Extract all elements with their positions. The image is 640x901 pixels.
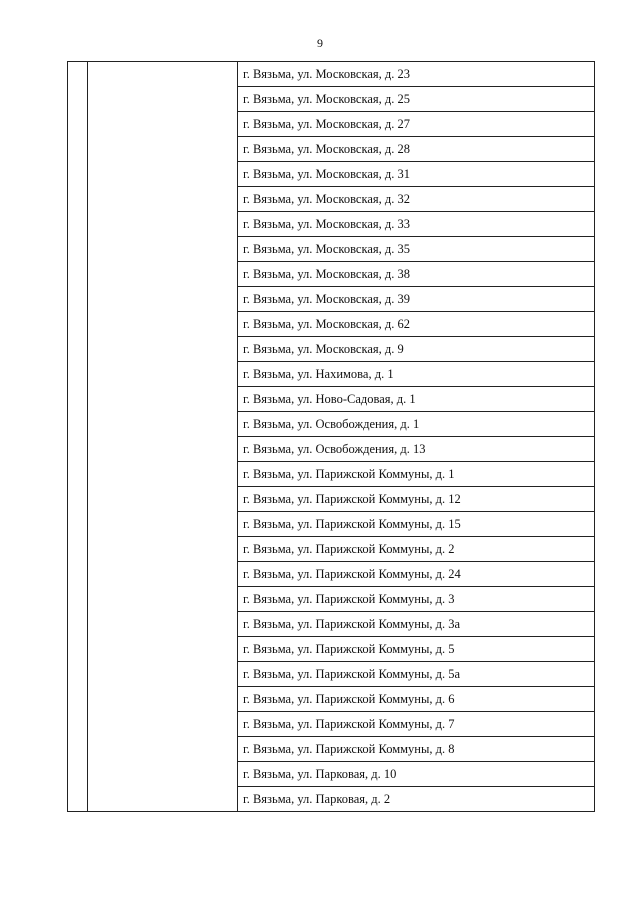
address-cell: г. Вязьма, ул. Московская, д. 28 — [238, 137, 595, 162]
address-cell: г. Вязьма, ул. Нахимова, д. 1 — [238, 362, 595, 387]
address-table-body — [68, 62, 595, 812]
address-cell: г. Вязьма, ул. Парижской Коммуны, д. 3 — [238, 587, 595, 612]
address-cell: г. Вязьма, ул. Московская, д. 25 — [238, 87, 595, 112]
address-cell: г. Вязьма, ул. Московская, д. 38 — [238, 262, 595, 287]
address-cell: г. Вязьма, ул. Освобождения, д. 13 — [238, 437, 595, 462]
address-cell: г. Вязьма, ул. Парковая, д. 2 — [238, 787, 595, 812]
address-cell: г. Вязьма, ул. Парижской Коммуны, д. 12 — [238, 487, 595, 512]
address-cell: г. Вязьма, ул. Ново-Садовая, д. 1 — [238, 387, 595, 412]
address-cell: г. Вязьма, ул. Парижской Коммуны, д. 3а — [238, 612, 595, 637]
address-cell: г. Вязьма, ул. Московская, д. 27 — [238, 112, 595, 137]
address-cell: г. Вязьма, ул. Парковая, д. 10 — [238, 762, 595, 787]
address-cell: г. Вязьма, ул. Парижской Коммуны, д. 8 — [238, 737, 595, 762]
address-cell: г. Вязьма, ул. Парижской Коммуны, д. 5 — [238, 637, 595, 662]
address-cell: г. Вязьма, ул. Парижской Коммуны, д. 15 — [238, 512, 595, 537]
address-cell: г. Вязьма, ул. Московская, д. 23 — [238, 62, 595, 87]
table-row — [68, 62, 595, 87]
address-cell: г. Вязьма, ул. Парижской Коммуны, д. 24 — [238, 562, 595, 587]
address-cell: г. Вязьма, ул. Московская, д. 32 — [238, 187, 595, 212]
address-cell: г. Вязьма, ул. Парижской Коммуны, д. 6 — [238, 687, 595, 712]
page-number: 9 — [317, 36, 323, 50]
address-cell: г. Вязьма, ул. Московская, д. 62 — [238, 312, 595, 337]
name-cell — [88, 62, 238, 812]
address-cell: г. Вязьма, ул. Парижской Коммуны, д. 5а — [238, 662, 595, 687]
index-cell — [68, 62, 88, 812]
address-cell: г. Вязьма, ул. Московская, д. 31 — [238, 162, 595, 187]
address-cell: г. Вязьма, ул. Парижской Коммуны, д. 7 — [238, 712, 595, 737]
address-table — [67, 61, 595, 812]
address-cell: г. Вязьма, ул. Парижской Коммуны, д. 2 — [238, 537, 595, 562]
address-cell: г. Вязьма, ул. Московская, д. 39 — [238, 287, 595, 312]
address-cell: г. Вязьма, ул. Парижской Коммуны, д. 1 — [238, 462, 595, 487]
address-cell: г. Вязьма, ул. Московская, д. 9 — [238, 337, 595, 362]
address-cell: г. Вязьма, ул. Освобождения, д. 1 — [238, 412, 595, 437]
address-cell: г. Вязьма, ул. Московская, д. 35 — [238, 237, 595, 262]
address-cell: г. Вязьма, ул. Московская, д. 33 — [238, 212, 595, 237]
